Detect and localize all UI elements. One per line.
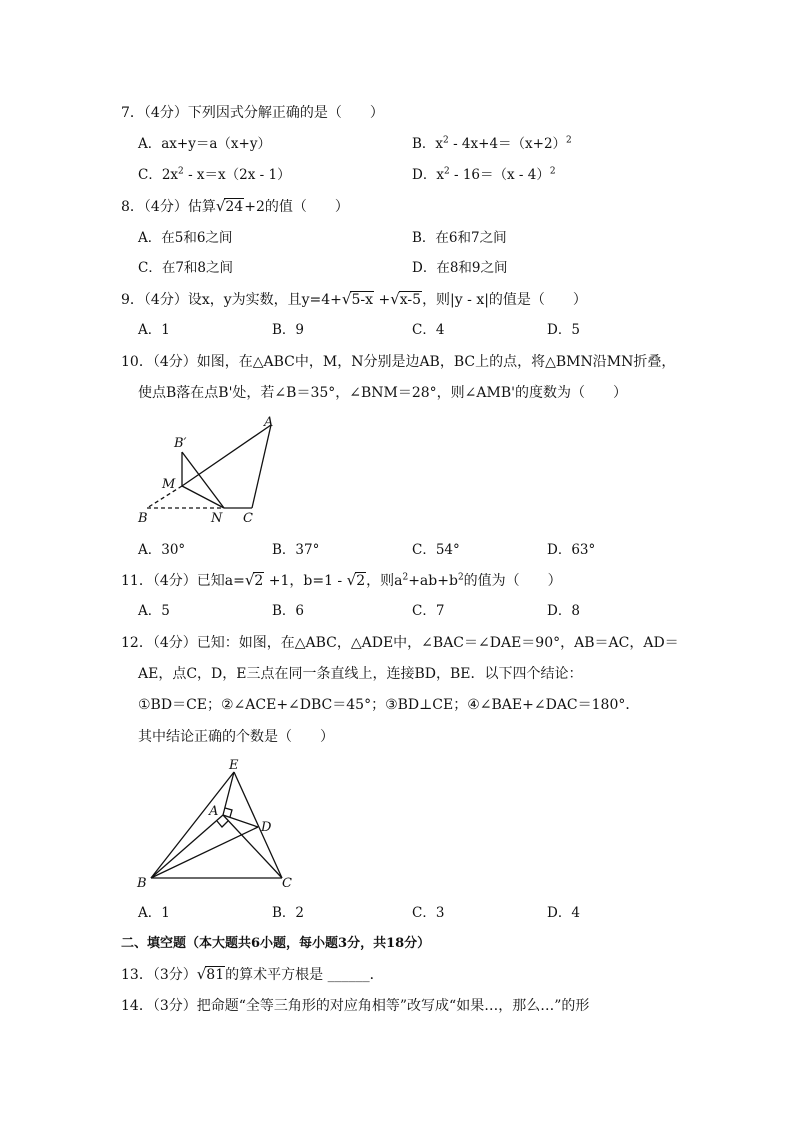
q10-seg-m-a (182, 425, 271, 486)
q7-option-c: C．$2x^2 - x=x(2x - 1)$ (138, 166, 291, 183)
q12-seg-b-d (151, 827, 258, 878)
q9-stem: 9．（4分）设x，y为实数，且y=4+√5-x +√x-5，则|y - x|的值是（ ） (121, 290, 587, 308)
q12-right-angle-mark-bac (217, 821, 228, 827)
q12-seg-e-c (234, 772, 282, 878)
q10-label-c: C (243, 511, 253, 526)
q8-option-c: C．在7和8之间 (138, 260, 234, 276)
q12-label-e: E (229, 758, 239, 773)
q12-diagram (130, 755, 305, 895)
q10-stem-line2: 使点B落在点B'处，若∠B＝35°，∠BNM＝28°，则∠AMB'的度数为（ ） (138, 385, 627, 401)
q12-stem-line4: 其中结论正确的个数是（ ） (138, 729, 334, 745)
q10-diagram (130, 410, 290, 530)
q12-option-c: C．3 (412, 905, 445, 921)
q10-label-b: B (138, 511, 148, 526)
q11-option-d: D．8 (547, 603, 580, 619)
q11-option-a: A．5 (138, 603, 170, 619)
q12-seg-b-e (151, 772, 234, 878)
q9-option-d: D．5 (547, 322, 580, 338)
q9-option-b: B．9 (272, 322, 305, 338)
q10-option-c: C．54° (412, 542, 460, 558)
q8-option-a: A．在5和6之间 (138, 230, 233, 246)
q12-option-d: D．4 (547, 905, 580, 921)
q8-stem: 8．（4分）估算√24+2的值（ ） (121, 197, 349, 215)
q10-seg-a-c (252, 425, 271, 508)
q12-stem-line2: AE，点C，D，E三点在同一条直线上，连接BD，BE．以下四个结论： (138, 666, 583, 682)
q12-label-c: C (282, 876, 292, 891)
q13-stem: 13．（3分）√81的算术平方根是 ______． (121, 965, 384, 983)
q11-option-c: C．7 (412, 603, 445, 619)
q10-stem-line1: 10．（4分）如图，在△ABC中，M，N分别是边AB，BC上的点，将△BMN沿MN折叠， (121, 354, 676, 370)
section-2-heading: 二、填空题（本大题共6小题，每小题3分，共18分） (121, 936, 431, 951)
q11-option-b: B．6 (272, 603, 305, 619)
q10-label-m: M (162, 477, 176, 492)
q12-stem-line1: 12．（4分）已知：如图，在△ABC，△ADE中，∠BAC＝∠DAE＝90°，AB＝AC，AD＝ (121, 635, 679, 651)
q7-stem: 7．（4分）下列因式分解正确的是（ ） (121, 105, 384, 121)
q8-option-b: B．在6和7之间 (412, 230, 507, 246)
q8-option-d: D．在8和9之间 (412, 260, 508, 276)
q10-seg-bprime-n (182, 452, 224, 508)
q14-stem: 14．（3分）把命题“全等三角形的对应角相等”改写成“如果…，那么…”的形 (121, 998, 590, 1014)
q9-option-a: A．1 (138, 322, 170, 338)
q10-label-bprime: B′ (174, 436, 187, 451)
q10-seg-m-n (182, 486, 224, 508)
q7-option-d: D．$x^2 - 16=(x - 4)^2$ (412, 166, 556, 183)
q10-label-n: N (211, 511, 223, 526)
q12-seg-b-a (151, 815, 223, 878)
q12-stem-line3: ①BD＝CE；②∠ACE+∠DBC＝45°；③BD⊥CE；④∠BAE+∠DAC＝180°． (138, 697, 640, 713)
q11-stem: 11．（4分）已知a=√2 +1，b=1 - √2，则$a^2+ab+b^2$的值为（ ） (121, 571, 562, 589)
q12-option-b: B．2 (272, 905, 305, 921)
q12-label-a: A (209, 804, 219, 819)
q7-option-a: A．ax+y＝a（x+y） (138, 136, 271, 152)
q9-option-c: C．4 (412, 322, 445, 338)
q12-option-a: A．1 (138, 905, 170, 921)
q12-label-b: B (137, 876, 147, 891)
q7-option-b: B．$x^2 - 4x+4=(x+2)^2$ (412, 135, 572, 152)
q12-label-d: D (261, 820, 272, 835)
q10-label-a: A (264, 415, 274, 430)
q10-option-a: A．30° (138, 542, 186, 558)
q10-option-b: B．37° (272, 542, 320, 558)
q10-option-d: D．63° (547, 542, 596, 558)
